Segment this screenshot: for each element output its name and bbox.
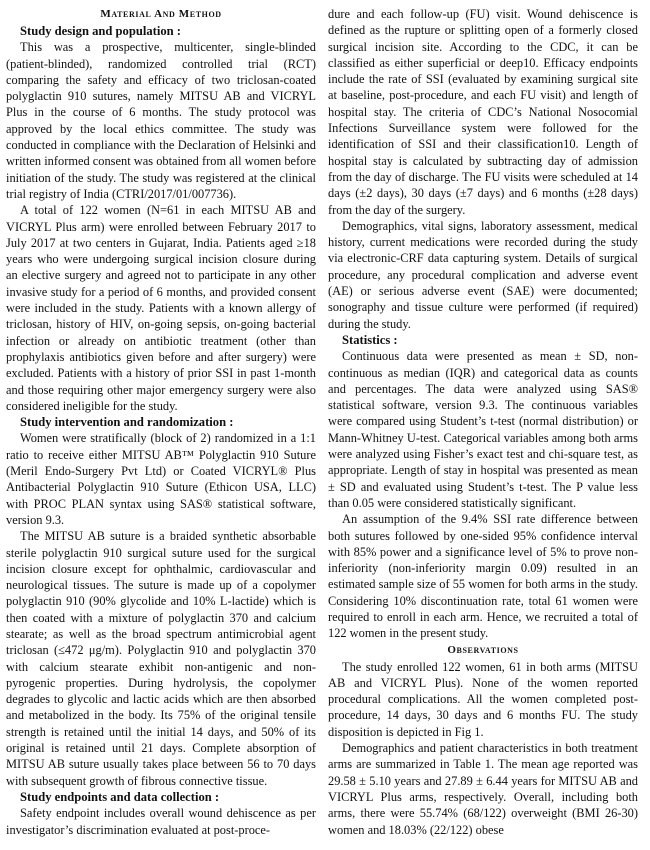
heading-intervention: Study intervention and randomization : bbox=[20, 415, 234, 430]
paragraph-intervention-2: The MITSU AB suture is a braided synthetic absorbable sterile polyglactin 910 surgical suture used for the surgical incision closure except for ophthalmic, cardiovascular and neurological tissues. The suture is made up of a copolymer polyglactin 910 (90% glycolide and 10% L-lactide) which is then coated with a mixture of polyglactin 370 and calcium stearate; as well as the broad spectrum antimicrobial agent triclosan (≤472 μg/m). Polyglactin 910 and polyglactin 370 with calcium stearate exhibit non-antigenic and non-pyrogenic properties. During hydrolysis, the copolymer degrades to glycolic and lactic acids which are then absorbed and metabolized in the body. Its 75% of the original tensile strength is retained until the initial 14 days, and 50% of its original is retained until 21 days. Complete absorption of MITSU AB suture usually takes place between 56 to 70 days with subsequent growth of fibrous connective tissue. bbox=[6, 529, 316, 788]
paragraph-endpoints-1-continued: dure and each follow-up (FU) visit. Wound dehiscence is defined as the rupture or splitting open of a formerly closed surgical incision site. According to the CDC, it can be classified as either superficial or deep10. Efficacy endpoints include the rate of SSI (evaluated by examining surgical site at baseline, post-procedure, and each FU visit) and length of hospital stay. The criteria of CDC’s National Nosocomial Infections Surveillance system were followed for the identification of SSI and their classification10. Length of hospital stay is calculated by subtracting day of admission from the day of discharge. The FU visits were scheduled at 14 days (±2 days), 30 days (±7 days) and 6 months (±28 days) from the day of the surgery. bbox=[328, 7, 638, 217]
paragraph-endpoints-2: Demographics, vital signs, laboratory assessment, medical history, current medications were recorded during the study via electronic-CRF data capturing system. Details of surgical procedure, any procedural complication and adverse event (AE) or serious adverse event (SAE) were documented; sonography and tissue culture were performed (if required) during the study. bbox=[328, 218, 638, 331]
paragraph-study-design-1: This was a prospective, multicenter, single-blinded (patient-blinded), randomized controlled trial (RCT) comparing the safety and efficacy of two triclosan-coated polyglactin 910 sutures, namely MITSU AB and VICRYL Plus in the course of 6 months. The study protocol was approved by the local ethics committee. The study was conducted in compliance with the Declaration of Helsinki and written informed consent was obtained from all women before initiation of the study. The study was registered at the clinical trial registry of India (CTRI/2017/01/007736). bbox=[6, 40, 316, 201]
paragraph-endpoints-1: Safety endpoint includes overall wound dehiscence as per investigator’s discrimination evaluated at post-proce- bbox=[6, 806, 316, 837]
paragraph-observations-1: The study enrolled 122 women, 61 in both arms (MITSU AB and VICRYL Plus). None of the women reported procedural complications. All the women completed post-procedure, 14 days, 30 days and 6 months FU. The study disposition is depicted in Fig 1. bbox=[328, 659, 638, 739]
heading-study-design: Study design and population : bbox=[20, 24, 181, 38]
left-column bbox=[6, 6, 316, 850]
heading-endpoints: Study endpoints and data collection : bbox=[20, 789, 220, 804]
paragraph-statistics-1: Continuous data were presented as mean ± SD, non-continuous as median (IQR) and categorical data as counts and percentages. The data were analyzed using SAS® statistical software, version 9.3. The continuous variables were compared using Student’s t-test (normal distribution) or Mann-Whitney U-test. Categorical variables among both arms were analyzed using Fisher’s exact test and chi-square test, as appropriate. Length of stay in hospital was presented as mean ± SD and evaluated using Student’s t-test. The P value less than 0.05 were considered statistically significant. bbox=[328, 349, 638, 510]
section-title-methods: Material And Method bbox=[100, 8, 222, 20]
right-column bbox=[328, 6, 638, 850]
paragraph-study-design-2: A total of 122 women (N=61 in each MITSU AB and VICRYL Plus arm) were enrolled between February 2017 to July 2017 at two centers in Gujarat, India. Patients aged ≥18 years who were undergoing surgical incision closure during an elective surgery and agreed not to participate in any other invasive study for a period of 6 months, and provided consent were included in the study. Patients with a known allergy of triclosan, history of HIV, on-going sepsis, on-going bacterial infection or already on antibiotic treatment (other than prophylaxis antibiotics given before and after surgery) were excluded. Patients with a history of prior SSI in past 1-month and those requiring other major emergency surgery were also considered ineligible for the study. bbox=[6, 203, 316, 413]
paragraph-intervention-1: Women were stratifically (block of 2) randomized in a 1:1 ratio to receive either MITSU AB™ Polyglactin 910 Suture (Meril Endo-Surgery Pvt Ltd) or Coated VICRYL® Plus Antibacterial Polyglactin 910 Suture (Ethicon USA, LLC) with PROC PLAN syntax using SAS® statistical software, version 9.3. bbox=[6, 431, 316, 527]
heading-statistics: Statistics : bbox=[342, 332, 398, 347]
paragraph-observations-2: Demographics and patient characteristics in both treatment arms are summarized in Table 1. The mean age reported was 29.58 ± 5.10 years and 27.89 ± 6.44 years for MITSU AB and VICRYL Plus arms, respectively. Overall, including both arms, there were 55.74% (68/122) overweight (BMI 26-30) women and 18.03% (22/122) obese bbox=[328, 741, 638, 837]
paragraph-statistics-2: An assumption of the 9.4% SSI rate difference between both sutures followed by one-sided 95% confidence interval with 85% power and a significance level of 5% to prove non-inferiority (non-inferiority margin 0.09) resulted in an estimated sample size of 55 women for both arms in the study. Considering 10% discontinuation rate, total 61 women were required to enroll in each arm. Hence, we recruited a total of 122 women in the present study. bbox=[328, 512, 638, 641]
section-title-observations: Observations bbox=[447, 643, 519, 656]
